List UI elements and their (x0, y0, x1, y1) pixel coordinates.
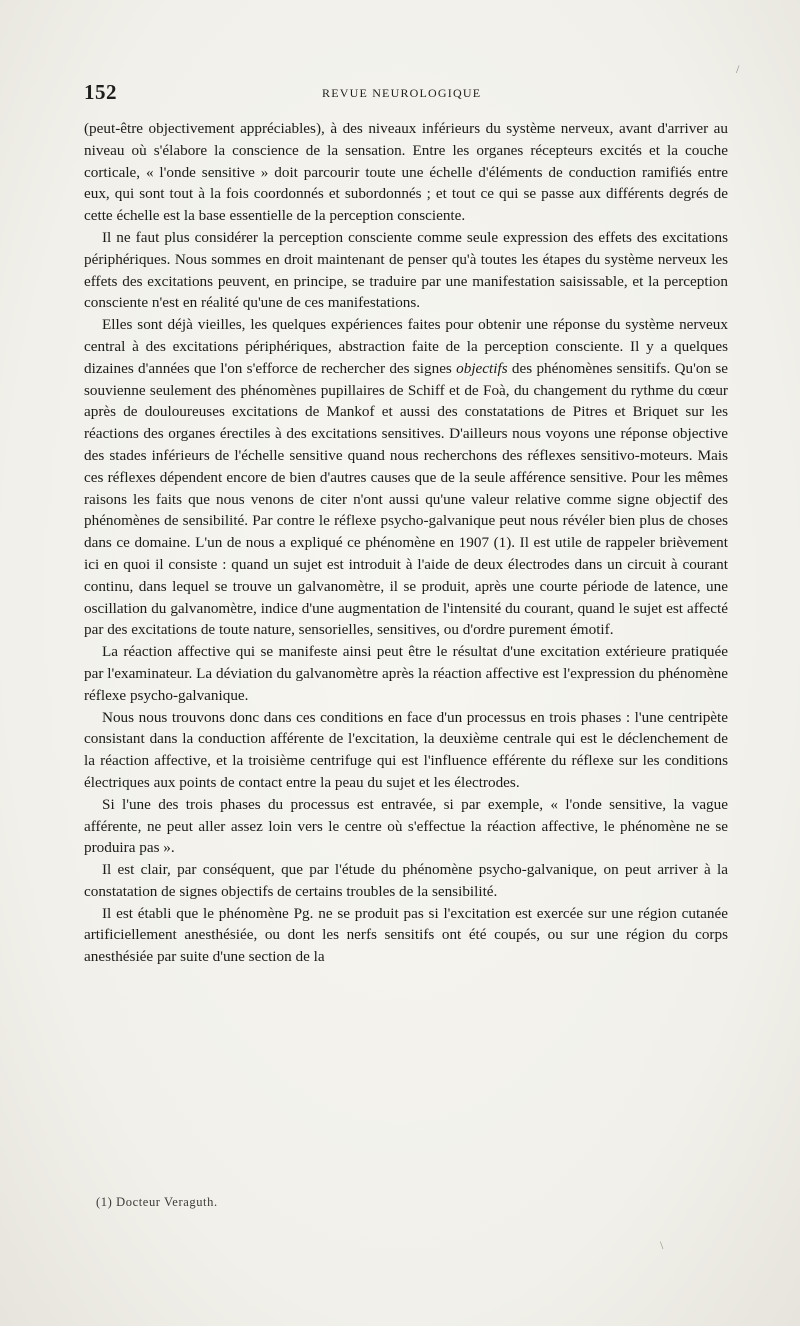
paragraph-1: (peut-être objectivement appréciables), à des niveaux inférieurs du système nerveux, avant d'arriver au niveau où s'élabore la conscience de la sensation. Entre les organes récepteurs excités et la couche corticale, « l'onde sensitive » doit parcourir toute une échelle d'éléments de conduction ramifiés entre eux, qui sont tout à la fois coordonnés et subordonnés ; et tout ce qui se passe aux différents degrés de cette échelle est la base essentielle de la perception consciente. (84, 120, 728, 225)
page-header (84, 80, 734, 106)
paragraph-3-part-a: Elles sont déjà vieilles, les quelques expériences faites pour obtenir une réponse du système nerveux central à des excitations périphériques, abstraction faite de la perception consciente. Il y a quelques dizaines d'années que l'on s'efforce de rechercher des signes (84, 316, 728, 377)
emphasis-objectifs: objectifs (456, 359, 508, 377)
stray-mark-bottom: \ (660, 1238, 664, 1252)
paragraph-3-part-b: des phénomènes sensitifs. Qu'on se souvienne seulement des phénomènes pupillaires de Schiff et de Foà, du changement du rythme du cœur après de douloureuses excitations de Mankof et aussi des constatations de Pitres et Briquet sur les réactions des organes érectiles à des excitations sensitives. D'ailleurs nous voyons une réponse objective des stades inférieurs de l'échelle sensitive quand nous recherchons des réflexes sensitivo-moteurs. Mais ces réflexes dépendent encore de bien d'autres causes que de la seule afférence sensitive. Pour les mêmes raisons les faits que nous venons de citer n'ont aussi qu'une valeur relative comme signe objectif des phénomènes de sensibilité. Par contre le réflexe psycho-galvanique peut nous révéler bien plus de choses dans ce domaine. L'un de nous a expliqué ce phénomène en 1907 (1). Il est utile de rappeler brièvement ici en quoi il consiste : quand un sujet est introduit à l'aide de deux électrodes dans un circuit à courant continu, dans lequel se trouve un galvanomètre, il se produit, après une courte période de latence, une oscillation du galvanomètre, indice d'une augmentation de l'intensité du courant, quand le sujet est affecté par des excitations de toute nature, sensorielles, sensitives, ou d'ordre purement émotif. (84, 359, 728, 639)
paragraph-3 (84, 314, 728, 641)
article-body (84, 118, 728, 968)
paragraph-4: La réaction affective qui se manifeste ainsi peut être le résultat d'une excitation extérieure pratiquée par l'examinateur. La déviation du galvanomètre après la réaction affective est l'expression du phénomène réflexe psycho-galvanique. (84, 643, 728, 704)
stray-mark-top: / (736, 62, 740, 76)
paragraph-5: Nous nous trouvons donc dans ces conditions en face d'un processus en trois phases : l'une centripète consistant dans la conduction afférente de l'excitation, la deuxième centrale qui est le déclenchement de la réaction affective, et la troisième centrifuge qui est l'influence efférente du réflexe sur les conditions électriques aux points de contact entre la peau du sujet et les électrodes. (84, 708, 728, 791)
paragraph-6: Si l'une des trois phases du processus est entravée, si par exemple, « l'onde sensitive, la vague afférente, ne peut aller assez loin vers le centre où s'effectue la réaction affective, le phénomène ne se produira pas ». (84, 795, 728, 857)
running-title: REVUE NEUROLOGIQUE (322, 86, 482, 100)
footnote: (1) Docteur Veraguth. (96, 1195, 218, 1209)
paragraph-7: Il est clair, par conséquent, que par l'étude du phénomène psycho-galvanique, on peut arriver à la constatation de signes objectifs de certains troubles de la sensibilité. (84, 861, 728, 900)
page-number: 152 (84, 80, 117, 104)
paragraph-8: Il est établi que le phénomène Pg. ne se produit pas si l'excitation est exercée sur une région cutanée artificiellement anesthésiée, ou dont les nerfs sensitifs ont été coupés, ou sur une région du corps anesthésiée par suite d'une section de la (84, 904, 728, 966)
paragraph-2: Il ne faut plus considérer la perception consciente comme seule expression des effets des excitations périphériques. Nous sommes en droit maintenant de penser qu'à toutes les étapes du système nerveux les effets des excitations peuvent, en principe, se traduire par une manifestation saisissable, et la perception consciente n'est en réalité qu'une de ces manifestations. (84, 228, 728, 312)
